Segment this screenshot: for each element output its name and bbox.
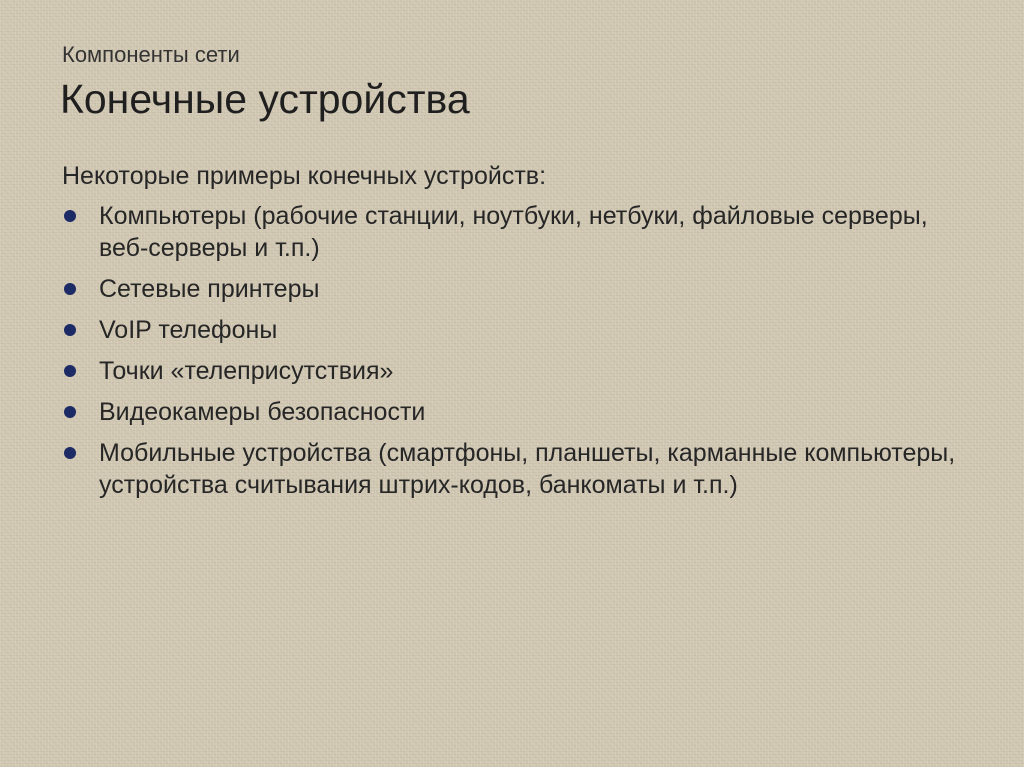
list-item — [62, 200, 962, 264]
list-item-text: Точки «телеприсутствия» — [99, 357, 394, 385]
intro-text: Некоторые примеры конечных устройств: — [62, 162, 547, 190]
bullet-dot-icon — [64, 365, 76, 377]
slide-content — [62, 160, 962, 510]
list-item-text: Компьютеры (рабочие станции, ноутбуки, нетбуки, файловые серверы, веб-серверы и т.п.) — [99, 202, 928, 262]
list-item — [62, 396, 962, 428]
list-item-text: Мобильные устройства (смартфоны, планшеты, карманные компьютеры, устройства считывания штрих-кодов, банкоматы и т.п.) — [99, 439, 956, 499]
list-item — [62, 437, 962, 501]
slide-title: Конечные устройства — [60, 76, 470, 122]
list-item-text: VoIP телефоны — [99, 316, 278, 344]
bullet-dot-icon — [64, 447, 76, 459]
list-item — [62, 314, 962, 346]
list-item-text: Сетевые принтеры — [99, 275, 320, 303]
bullet-dot-icon — [64, 210, 76, 222]
slide-subtitle: Компоненты сети — [62, 42, 240, 67]
list-item-text: Видеокамеры безопасности — [99, 398, 426, 426]
bullet-dot-icon — [64, 324, 76, 336]
list-item — [62, 355, 962, 387]
bullet-dot-icon — [64, 406, 76, 418]
bullet-dot-icon — [64, 283, 76, 295]
bullet-list — [62, 200, 962, 501]
list-item — [62, 273, 962, 305]
